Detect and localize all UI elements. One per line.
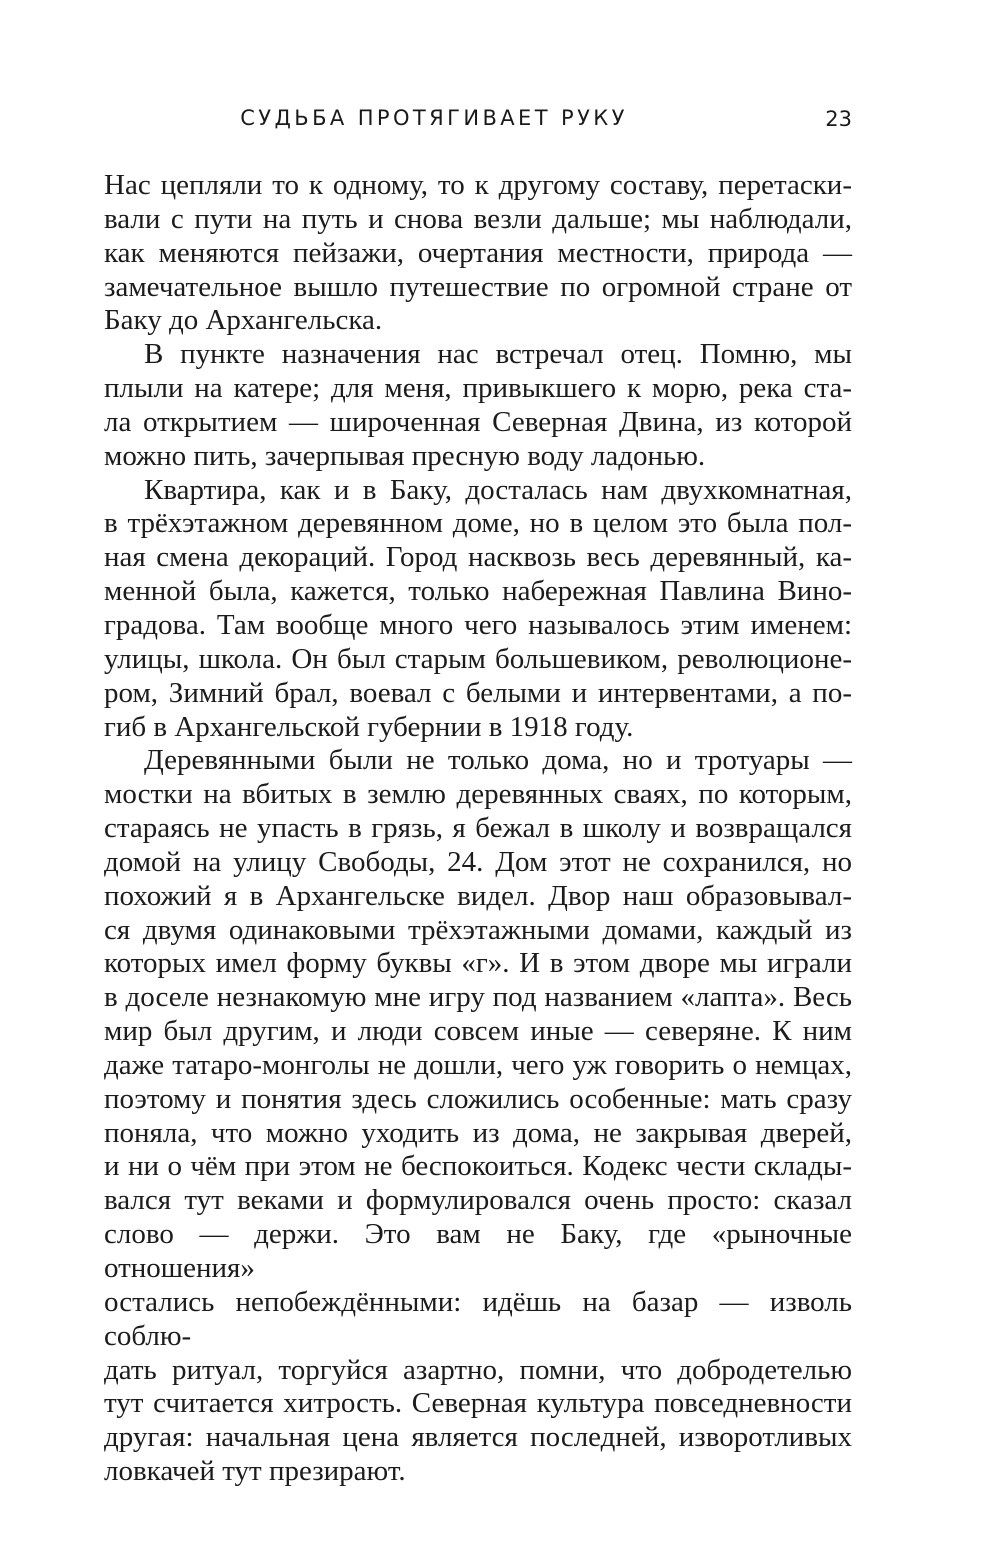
text-line: поэтому и понятия здесь сложились особенные: мать сразу [104, 1082, 852, 1115]
text-line: другая: начальная цена является последней, изворотливых [104, 1421, 852, 1454]
text-line: похожий я в Архангельске видел. Двор наш образовывал- [104, 879, 852, 912]
text-line: даже татаро-монголы не дошли, чего уж говорить о немцах, [104, 1048, 852, 1081]
text-line: вался тут веками и формулировался очень просто: сказал [104, 1184, 852, 1217]
body-text [104, 169, 852, 1489]
text-line: градова. Там вообще много чего называлось этим именем: [104, 608, 852, 641]
text-line: ная смена декораций. Город насквозь весь деревянный, ка- [104, 541, 852, 574]
paragraph-3 [104, 474, 852, 745]
text-line: Квартира, как и в Баку, досталась нам двухкомнатная, [144, 473, 852, 506]
text-line: Нас цепляли то к одному, то к другому составу, перетаски- [104, 169, 852, 201]
text-line: ловкачей тут презирают. [104, 1455, 406, 1488]
text-line: Баку до Архангельска. [104, 304, 383, 337]
text-line: и ни о чём при этом не беспокоиться. Кодекс чести склады- [104, 1150, 852, 1183]
text-line: тут считается хитрость. Северная культура повседневности [104, 1387, 852, 1420]
paragraph-1 [104, 169, 852, 338]
text-line: дать ритуал, торгуйся азартно, помни, что добродетелью [104, 1353, 852, 1386]
text-line: поняла, что можно уходить из дома, не закрывая дверей, [104, 1116, 852, 1149]
text-line: ром, Зимний брал, воевал с белыми и интервентами, а по- [104, 676, 852, 709]
text-line: домой на улицу Свободы, 24. Дом этот не сохранился, но [104, 845, 852, 878]
text-line: вали с пути на путь и снова везли дальше; мы наблюдали, [104, 202, 852, 235]
running-title: СУДЬБА ПРОТЯГИВАЕТ РУКУ [240, 106, 628, 130]
text-line: мир был другим, и люди совсем иные — северяне. К ним [104, 1015, 852, 1048]
text-line: Деревянными были не только дома, но и тротуары — [144, 744, 852, 777]
paragraph-2 [104, 338, 852, 473]
text-line: гиб в Архангельской губернии в 1918 году. [104, 710, 634, 743]
text-line: остались непобеждёнными: идёшь на базар — изволь соблю- [104, 1285, 852, 1352]
text-line: стараясь не упасть в грязь, я бежал в школу и возвращался [104, 812, 852, 845]
paragraph-4 [104, 744, 852, 1489]
text-line: можно пить, зачерпывая пресную воду ладонью. [104, 439, 706, 472]
text-line: в трёхэтажном деревянном доме, но в целом это была пол- [104, 507, 852, 540]
text-line: в доселе незнакомую мне игру под названием «лапта». Весь [104, 981, 852, 1014]
text-line: ла открытием — широченная Северная Двина, из которой [104, 405, 852, 438]
page-number: 23 [825, 107, 852, 131]
text-line: менной была, кажется, только набережная Павлина Вино- [104, 575, 852, 608]
text-line: мостки на вбитых в землю деревянных сваях, по которым, [104, 778, 852, 811]
text-line: которых имел форму буквы «г». И в этом дворе мы играли [104, 947, 852, 980]
text-line: замечательное вышло путешествие по огромной стране от [104, 270, 852, 303]
text-line: плыли на катере; для меня, привыкшего к морю, река ста- [104, 372, 852, 405]
text-line: ся двумя одинаковыми трёхэтажными домами, каждый из [104, 913, 852, 946]
text-line: В пункте назначения нас встречал отец. Помню, мы [144, 338, 852, 371]
running-header [104, 104, 852, 134]
text-line: слово — держи. Это вам не Баку, где «рыночные отношения» [104, 1218, 852, 1284]
text-line: как меняются пейзажи, очертания местности, природа — [104, 236, 852, 269]
text-line: улицы, школа. Он был старым большевиком, революционе- [104, 642, 852, 675]
